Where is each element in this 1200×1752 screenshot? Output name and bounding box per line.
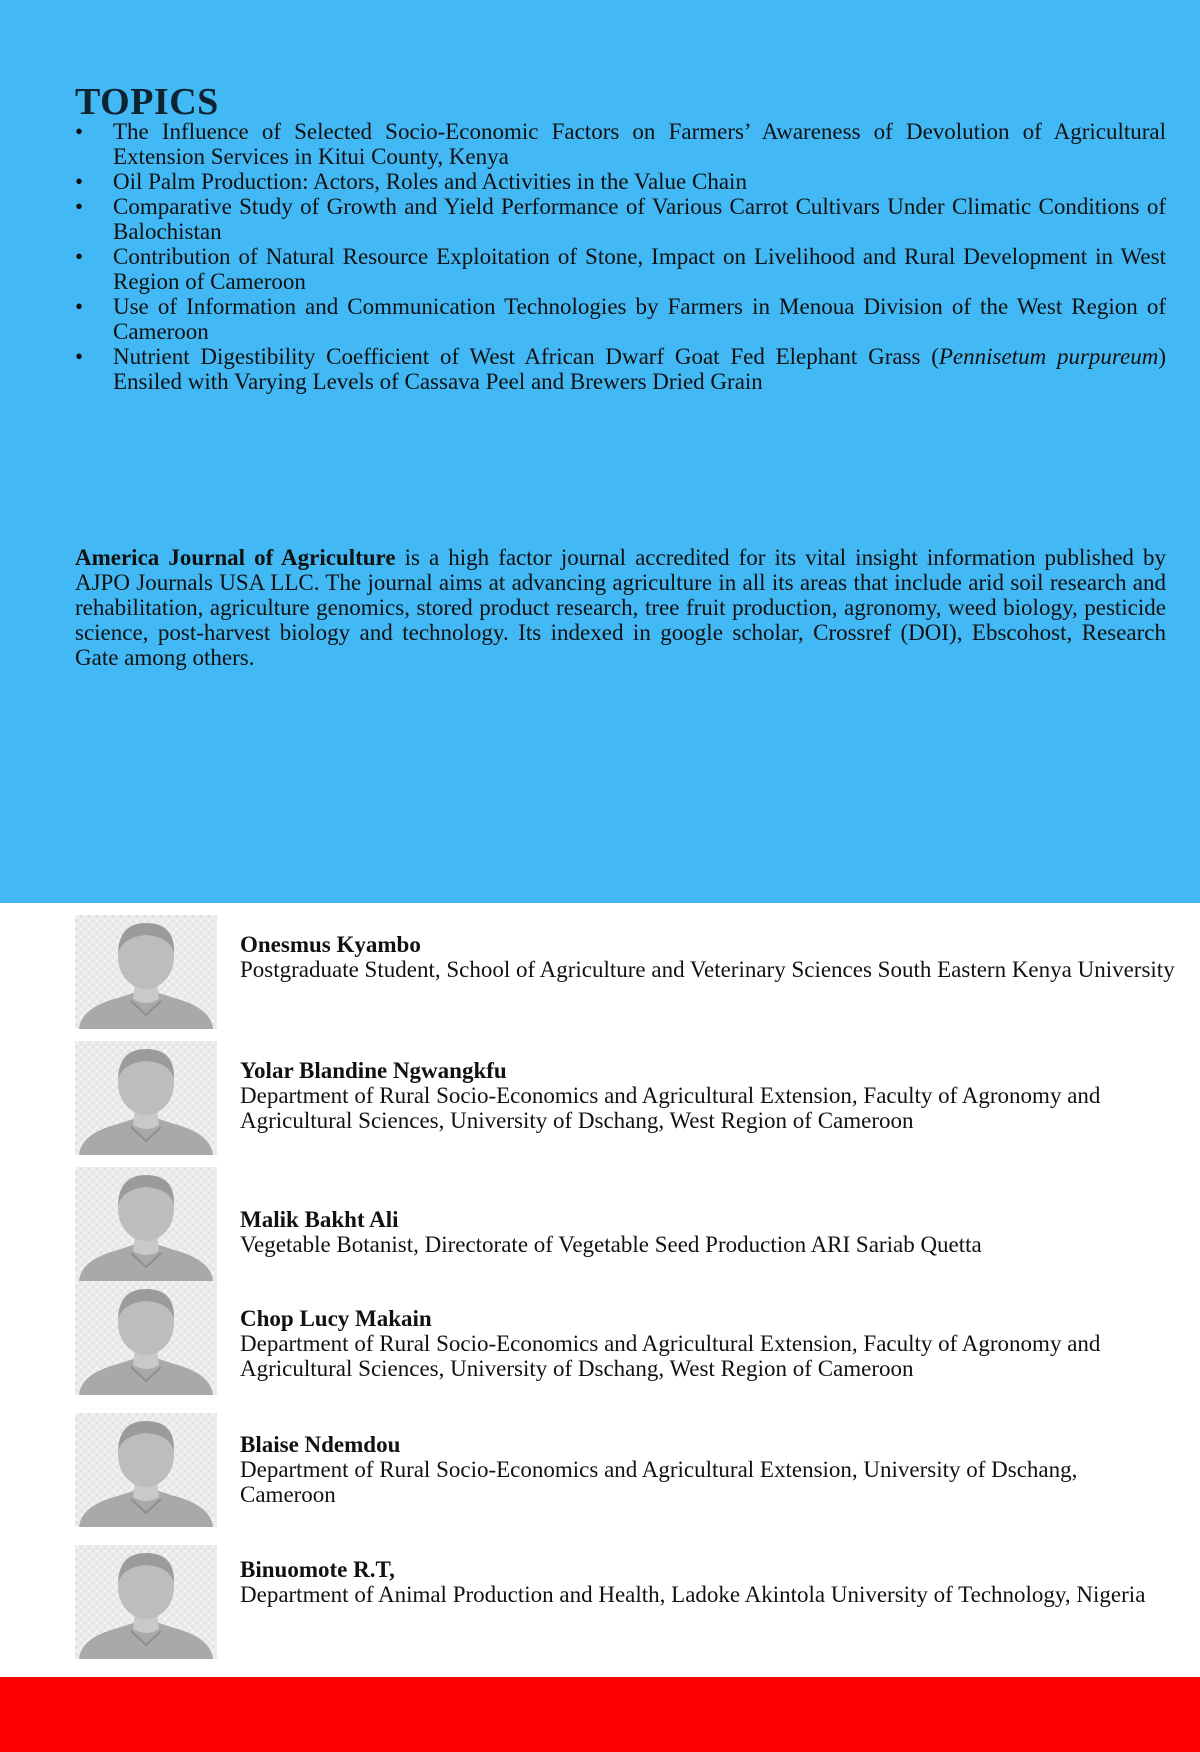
footer-band [0, 1677, 1200, 1752]
author-name: Malik Bakht Ali [240, 1207, 399, 1232]
topic-text-after: ) Ensiled with Varying Levels of Cassava Peel and Brewers Dried Grain [113, 344, 1166, 394]
journal-name: America Journal of Agriculture [75, 545, 396, 570]
topic-text: Use of Information and Communication Technologies by Farmers in Menoua Division of the West Region of Cameroon [113, 294, 1166, 344]
author-text [240, 1557, 1175, 1607]
topic-item [75, 194, 1166, 244]
topics-heading: TOPICS [75, 81, 219, 123]
person-placeholder-icon [75, 915, 217, 1029]
author-affiliation: Department of Rural Socio-Economics and Agricultural Extension, Faculty of Agronomy and Agricultural Sciences, University of Dschang, West Region of Cameroon [240, 1331, 1101, 1381]
person-placeholder-icon [75, 1545, 217, 1659]
author-affiliation: Vegetable Botanist, Directorate of Vegetable Seed Production ARI Sariab Quetta [240, 1232, 982, 1257]
topic-text: Oil Palm Production: Actors, Roles and Activities in the Value Chain [113, 169, 747, 194]
author-name: Chop Lucy Makain [240, 1306, 432, 1331]
topic-item [75, 169, 1166, 194]
journal-description-text: is a high factor journal accredited for its vital insight information published by AJPO Journals USA LLC. The journal aims at advancing agriculture in all its areas that include arid soil research and rehabilitation, agriculture genomics, stored product research, tree fruit production, agronomy, weed biology, pesticide science, post-harvest biology and technology. Its indexed in google scholar, Crossref (DOI), Ebscohost, Research Gate among others. [75, 545, 1166, 670]
author-text [240, 1058, 1175, 1133]
author-card [75, 1167, 1175, 1287]
author-affiliation: Department of Rural Socio-Economics and Agricultural Extension, University of Dschang, Cameroon [240, 1457, 1078, 1507]
author-affiliation: Department of Rural Socio-Economics and Agricultural Extension, Faculty of Agronomy and Agricultural Sciences, University of Dschang, West Region of Cameroon [240, 1083, 1101, 1133]
topic-item [75, 344, 1166, 394]
topic-text: The Influence of Selected Socio-Economic Factors on Farmers’ Awareness of Devolution of Agricultural Extension Services in Kitui County, Kenya [113, 119, 1166, 169]
author-name: Binuomote R.T, [240, 1557, 395, 1582]
journal-description [75, 545, 1166, 670]
author-card [75, 1281, 1175, 1401]
topic-item [75, 119, 1166, 169]
author-text [240, 1306, 1175, 1381]
person-placeholder-icon [75, 1281, 217, 1395]
person-placeholder-icon [75, 1041, 217, 1155]
author-card [75, 1545, 1175, 1665]
author-card [75, 1041, 1175, 1161]
author-name: Blaise Ndemdou [240, 1432, 401, 1457]
author-name: Onesmus Kyambo [240, 932, 421, 957]
author-affiliation: Postgraduate Student, School of Agriculture and Veterinary Sciences South Eastern Kenya University [240, 957, 1175, 982]
author-text [240, 932, 1175, 982]
author-card [75, 915, 1175, 1035]
author-text [240, 1207, 1175, 1257]
topic-text: Comparative Study of Growth and Yield Performance of Various Carrot Cultivars Under Climatic Conditions of Balochistan [113, 194, 1166, 244]
topics-list [75, 119, 1166, 394]
person-placeholder-icon [75, 1167, 217, 1281]
author-affiliation: Department of Animal Production and Health, Ladoke Akintola University of Technology, Nigeria [240, 1582, 1146, 1607]
topic-item [75, 294, 1166, 344]
topic-item [75, 244, 1166, 294]
topic-text-italic: Pennisetum purpureum [938, 344, 1159, 369]
topic-text-before: Nutrient Digestibility Coefficient of West African Dwarf Goat Fed Elephant Grass ( [113, 344, 939, 369]
author-name: Yolar Blandine Ngwangkfu [240, 1058, 507, 1083]
author-text [240, 1432, 1175, 1507]
topic-text: Contribution of Natural Resource Exploitation of Stone, Impact on Livelihood and Rural Development in West Region of Cameroon [113, 244, 1166, 294]
author-card [75, 1413, 1175, 1533]
person-placeholder-icon [75, 1413, 217, 1527]
